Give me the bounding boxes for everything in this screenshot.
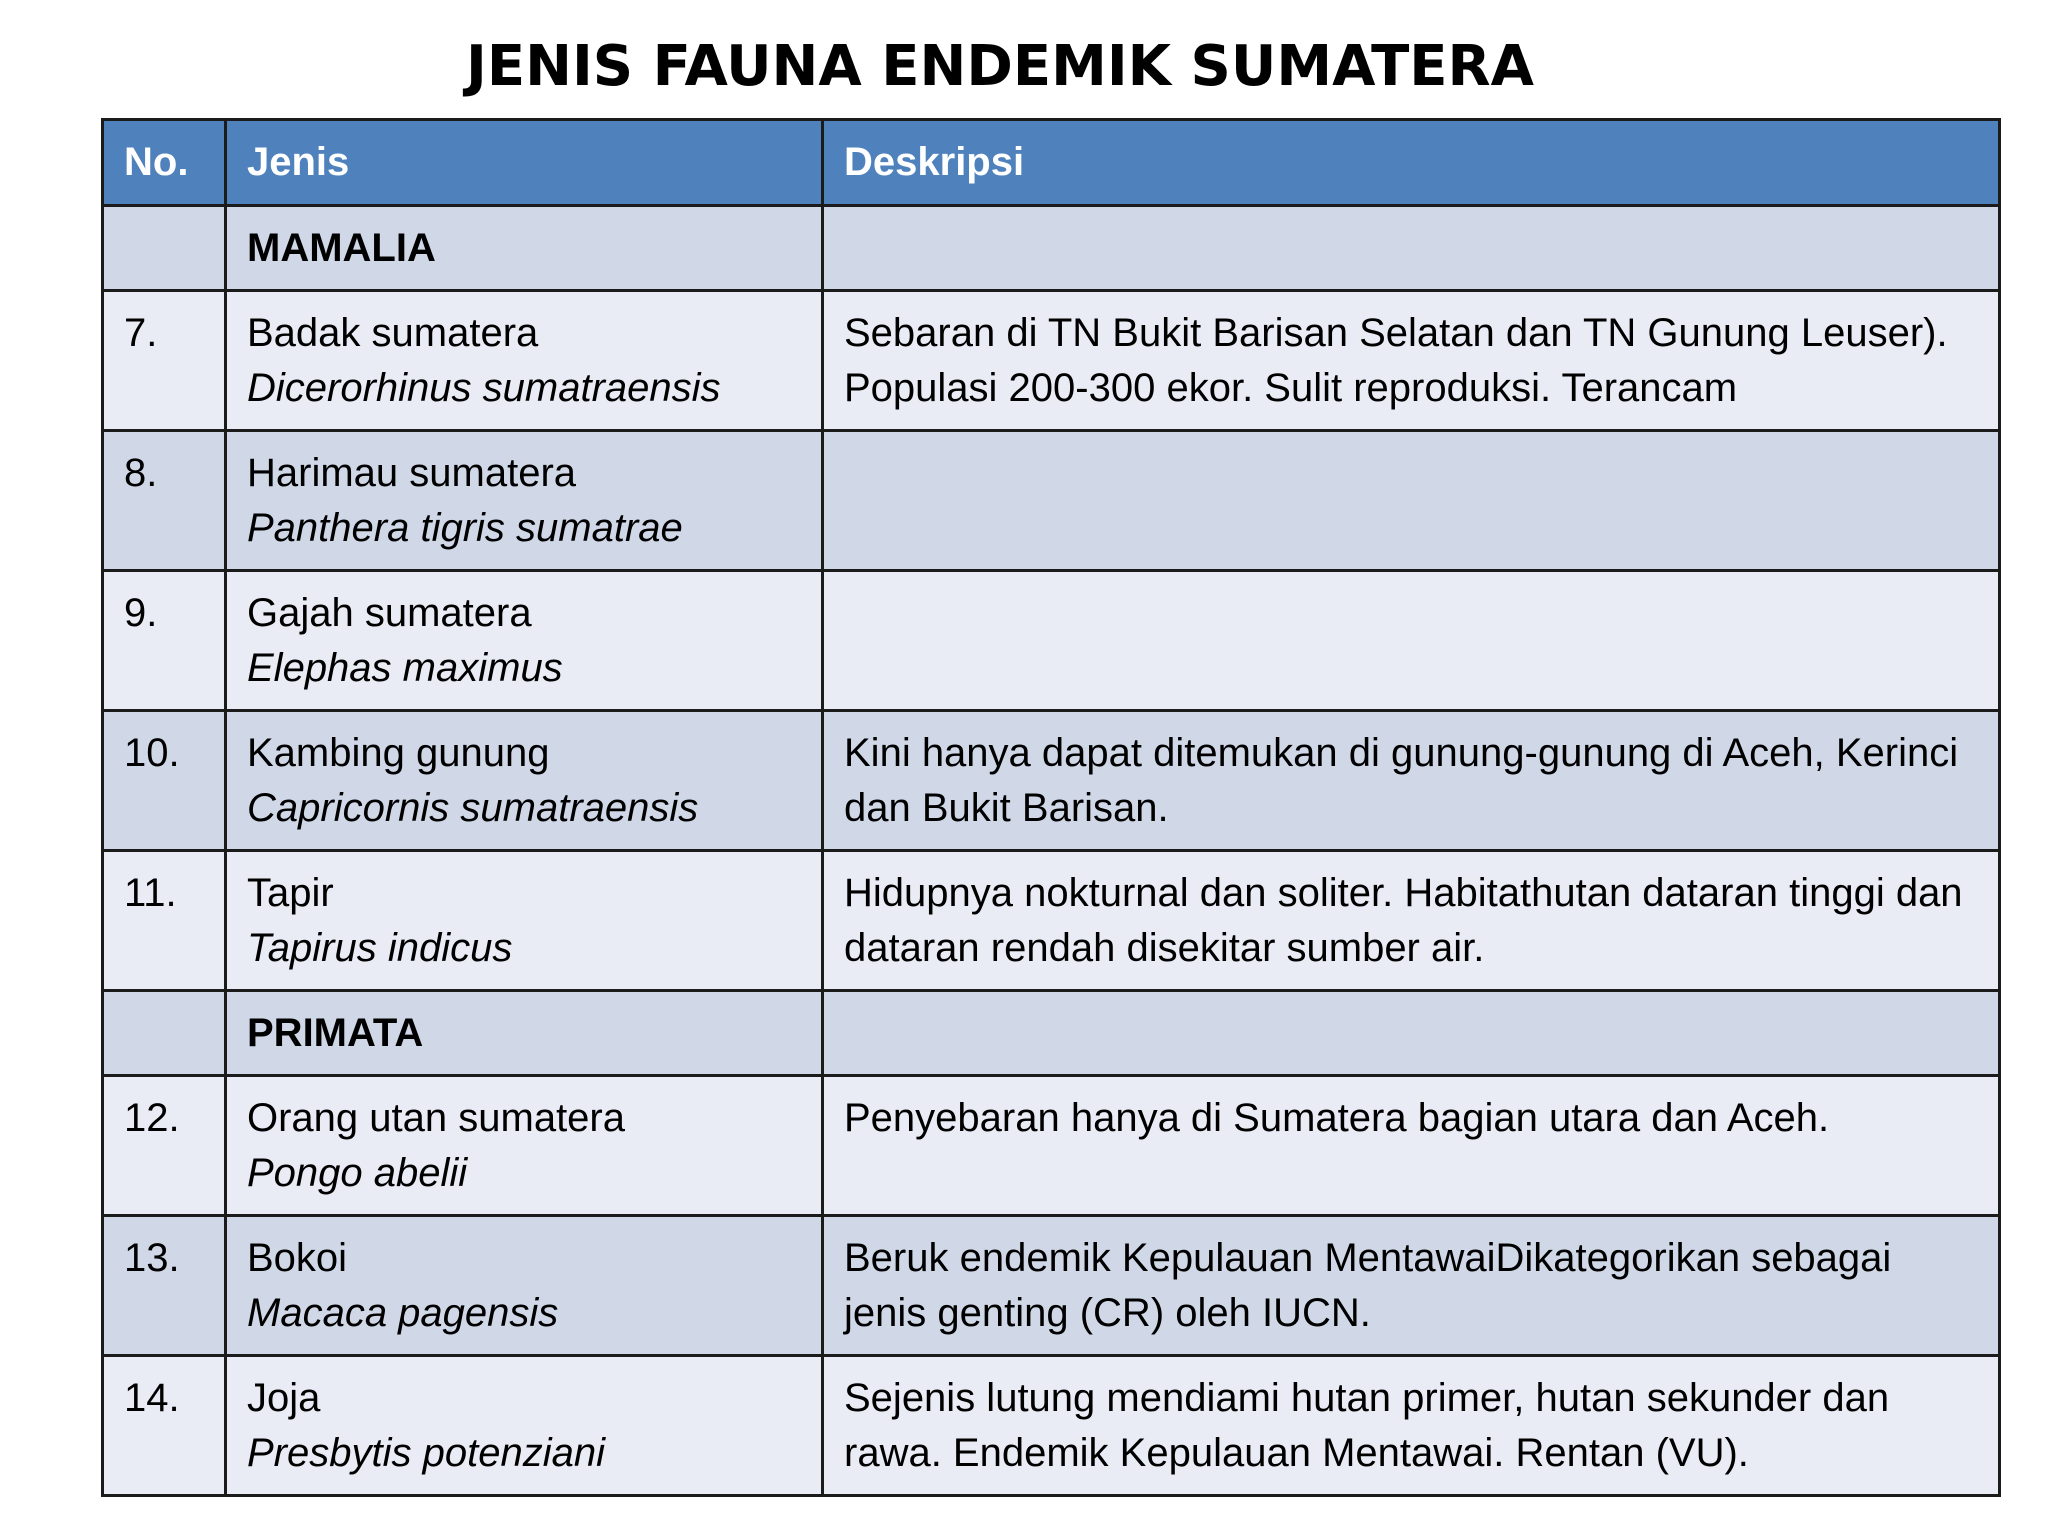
row-jenis (226, 571, 823, 711)
table-row (103, 1356, 2000, 1496)
row-no: 12. (103, 1076, 226, 1216)
species-latin-name: Dicerorhinus sumatraensis (247, 366, 721, 410)
row-description: Beruk endemik Kepulauan MentawaiDikategorikan sebagai jenis genting (CR) oleh IUCN. (823, 1216, 2000, 1356)
row-description: Penyebaran hanya di Sumatera bagian utara dan Aceh. (823, 1076, 2000, 1216)
species-latin-name: Tapirus indicus (247, 926, 513, 970)
table-header-row (103, 120, 2000, 206)
row-description: Sejenis lutung mendiami hutan primer, hutan sekunder dan rawa. Endemik Kepulauan Mentawai. Rentan (VU). (823, 1356, 2000, 1496)
row-jenis (226, 851, 823, 991)
header-jenis: Jenis (226, 120, 823, 206)
row-no: 7. (103, 291, 226, 431)
row-no: 9. (103, 571, 226, 711)
row-jenis (226, 431, 823, 571)
species-name: Badak sumatera (247, 311, 539, 355)
fauna-table (101, 118, 2001, 1497)
group-desc-cell (823, 991, 2000, 1076)
species-latin-name: Pongo abelii (247, 1151, 468, 1195)
species-latin-name: Capricornis sumatraensis (247, 786, 699, 830)
row-description: Hidupnya nokturnal dan soliter. Habitathutan dataran tinggi dan dataran rendah disekitar sumber air. (823, 851, 2000, 991)
row-jenis (226, 711, 823, 851)
species-name: Gajah sumatera (247, 591, 532, 635)
table-row (103, 1216, 2000, 1356)
table-row (103, 571, 2000, 711)
table-row (103, 431, 2000, 571)
row-jenis (226, 1216, 823, 1356)
species-latin-name: Elephas maximus (247, 646, 563, 690)
species-name: Kambing gunung (247, 731, 550, 775)
table-row (103, 291, 2000, 431)
table-row (103, 851, 2000, 991)
species-latin-name: Panthera tigris sumatrae (247, 506, 683, 550)
row-no: 13. (103, 1216, 226, 1356)
species-name: Bokoi (247, 1236, 348, 1280)
species-name: Tapir (247, 871, 334, 915)
row-description: Sebaran di TN Bukit Barisan Selatan dan TN Gunung Leuser). Populasi 200-300 ekor. Sulit reproduksi. Terancam (823, 291, 2000, 431)
page-title: JENIS FAUNA ENDEMIK SUMATERA (466, 34, 1534, 99)
species-name: Harimau sumatera (247, 451, 577, 495)
row-description: Kini hanya dapat ditemukan di gunung-gunung di Aceh, Kerinci dan Bukit Barisan. (823, 711, 2000, 851)
row-description (823, 431, 2000, 571)
row-description (823, 571, 2000, 711)
row-no: 11. (103, 851, 226, 991)
group-label: MAMALIA (226, 206, 823, 291)
header-no: No. (103, 120, 226, 206)
table-row (103, 711, 2000, 851)
table-row (103, 1076, 2000, 1216)
row-no: 10. (103, 711, 226, 851)
group-no-cell (103, 206, 226, 291)
species-name: Joja (247, 1376, 321, 1420)
group-row-primata (103, 991, 2000, 1076)
row-no: 8. (103, 431, 226, 571)
group-label: PRIMATA (226, 991, 823, 1076)
species-latin-name: Presbytis potenziani (247, 1431, 605, 1475)
row-jenis (226, 1076, 823, 1216)
header-deskripsi: Deskripsi (823, 120, 2000, 206)
group-desc-cell (823, 206, 2000, 291)
row-jenis (226, 291, 823, 431)
row-no: 14. (103, 1356, 226, 1496)
group-no-cell (103, 991, 226, 1076)
species-latin-name: Macaca pagensis (247, 1291, 559, 1335)
species-name: Orang utan sumatera (247, 1096, 625, 1140)
group-row-mamalia (103, 206, 2000, 291)
row-jenis (226, 1356, 823, 1496)
